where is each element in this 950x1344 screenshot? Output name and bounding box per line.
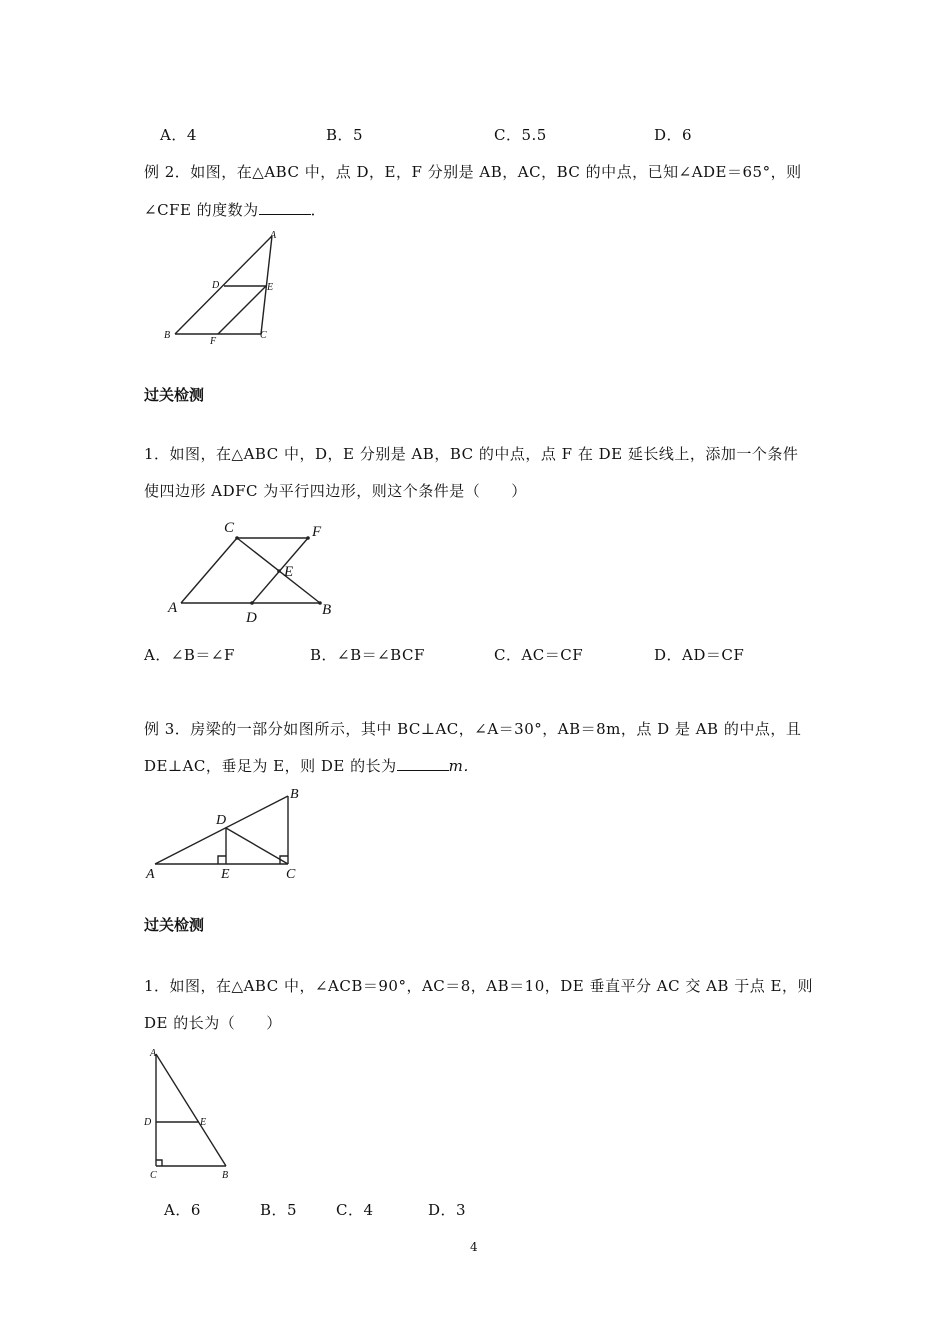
point-c <box>235 536 239 540</box>
point-d <box>250 601 254 605</box>
edge-ab <box>155 796 288 864</box>
example3-line2-text: DE⊥AC，垂足为 E，则 DE 的长为 <box>144 757 397 775</box>
check2-line2: DE 的长为（ ） <box>144 1014 282 1032</box>
label-e: E <box>200 1117 207 1128</box>
point-e <box>277 569 281 573</box>
edge-ab <box>175 236 272 334</box>
label-a: A <box>270 230 277 241</box>
answer-blank <box>397 756 449 771</box>
example3-line2-unit: m． <box>448 757 479 775</box>
label-b: B <box>290 787 299 802</box>
label-d: D <box>144 1117 152 1128</box>
label-e: E <box>267 282 274 293</box>
label-b: B <box>222 1170 229 1181</box>
check2-figure <box>140 1044 250 1184</box>
check1-option-d: D．AD＝CF <box>654 646 745 664</box>
example3-line2 <box>144 755 479 776</box>
segment-dc <box>226 828 288 864</box>
label-c: C <box>260 330 267 341</box>
example2-line1: 例 2．如图，在△ABC 中，点 D，E，F 分别是 AB，AC，BC 的中点，已知∠ADE＝65°，则 <box>144 163 802 181</box>
option-b: B．5 <box>326 126 364 144</box>
check2-option-c: C．4 <box>336 1201 374 1219</box>
answer-blank <box>259 200 311 215</box>
check1-option-a: A．∠B＝∠F <box>144 646 235 664</box>
right-angle-e <box>218 856 226 864</box>
checkpoint-title: 过关检测 <box>144 386 205 404</box>
example2-line2 <box>144 199 326 220</box>
check2-line1: 1．如图，在△ABC 中，∠ACB＝90°，AC＝8，AB＝10，DE 垂直平分 AC 交 AB 于点 E，则 <box>144 977 813 995</box>
example3-line1: 例 3．房梁的一部分如图所示，其中 BC⊥AC，∠A＝30°，AB＝8m，点 D 是 AB 的中点，且 <box>144 720 802 738</box>
label-b: B <box>322 602 332 618</box>
edge-ac <box>181 538 237 603</box>
page-number: 4 <box>470 1240 478 1254</box>
label-f: F <box>312 524 322 540</box>
label-a: A <box>146 867 155 882</box>
example2-line2-text: ∠CFE 的度数为 <box>144 201 259 219</box>
label-c: C <box>224 520 235 536</box>
point-f <box>306 536 310 540</box>
label-c: C <box>286 867 296 882</box>
check1-line1: 1．如图，在△ABC 中，D，E 分别是 AB，BC 的中点，点 F 在 DE 延长线上，添加一个条件 <box>144 445 799 463</box>
option-c: C．5.5 <box>494 126 547 144</box>
edge-ab <box>156 1054 226 1166</box>
check1-line2: 使四边形 ADFC 为平行四边形，则这个条件是（ ） <box>144 482 527 500</box>
label-e: E <box>221 867 230 882</box>
right-angle-c <box>156 1160 162 1166</box>
option-d: D．6 <box>654 126 693 144</box>
label-d: D <box>246 610 257 626</box>
example2-line2-end: ． <box>310 201 327 219</box>
example2-figure <box>160 226 290 350</box>
label-d: D <box>212 280 220 291</box>
label-a: A <box>150 1048 157 1059</box>
check1-option-b: B．∠B＝∠BCF <box>310 646 425 664</box>
label-e: E <box>284 564 294 580</box>
check2-option-d: D．3 <box>428 1201 467 1219</box>
label-f: F <box>210 336 217 347</box>
label-d: D <box>216 813 227 828</box>
check1-figure <box>160 514 340 628</box>
check2-option-a: A．6 <box>164 1201 201 1219</box>
option-a: A．4 <box>160 126 197 144</box>
label-b: B <box>164 330 171 341</box>
check1-option-c: C．AC＝CF <box>494 646 584 664</box>
example3-figure <box>140 784 310 884</box>
label-a: A <box>168 600 178 616</box>
checkpoint-title-2: 过关检测 <box>144 916 205 934</box>
segment-fe <box>218 286 266 334</box>
label-c: C <box>150 1170 157 1181</box>
check2-option-b: B．5 <box>260 1201 298 1219</box>
